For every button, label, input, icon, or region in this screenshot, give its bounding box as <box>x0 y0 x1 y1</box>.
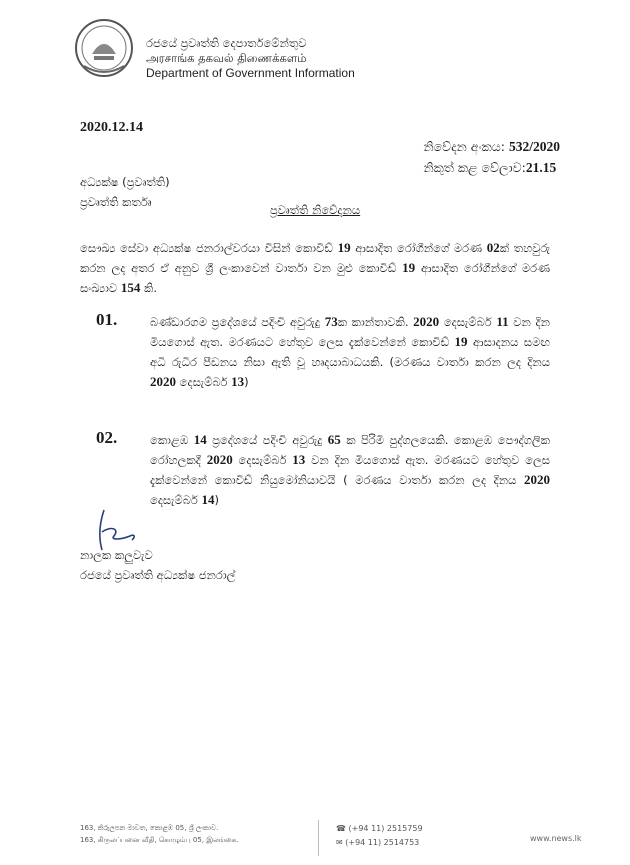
signer-block <box>80 545 235 585</box>
item1-text-7: ) <box>244 375 249 389</box>
addressee-line-1: අධ්‍යක්ෂ (ප්‍රවෘත්ති) <box>80 175 170 189</box>
item2-text-5: වන දින මියගොස් ඇත. මරණයට හේතුව ලෙස දැක්වෙන්නේ කොවිඩ් නියුමෝනියාවයි ( මරණය වාර්තා කරන ලද දිනය <box>150 453 550 487</box>
footer-website[interactable]: www.news.lk <box>530 834 582 843</box>
fax-icon: ✉ <box>336 838 346 847</box>
intro-text-4: ආසාදිත රෝගීන්ගේ මරණ සංඛ්‍යාව <box>80 261 550 295</box>
item-body-2 <box>150 430 550 510</box>
footer-telephone <box>336 822 423 836</box>
item2-num-3: 2020 <box>206 452 233 467</box>
item2-text-3: ක පිරිමි පුද්ගලයෙකි. කොළඹ පෞද්ගලික රෝහලකදී <box>150 433 550 467</box>
item1-text-4: වන දින මියගොස් ඇත. මරණයට හේතුව ලෙස දැක්වෙන්නේ කොවිඩ් <box>150 315 550 349</box>
issue-time-label: නිකුත් කළ වේලාව: <box>423 160 526 175</box>
footer-divider <box>318 820 319 856</box>
release-number-label: නිවේදන අංකය: <box>423 139 505 154</box>
intro-paragraph <box>80 238 550 298</box>
footer-contacts <box>336 822 423 850</box>
department-name-tamil: அரசாங்க தகவல் திணைக்களம் <box>146 51 307 65</box>
item2-text-2: ප්‍රදේශයේ පදිංචි අවුරුදු <box>206 433 328 447</box>
item-body-1 <box>150 312 550 392</box>
footer-telephone-number: (+94 11) 2515759 <box>348 824 423 833</box>
intro-text-5: කි. <box>140 281 157 295</box>
item2-text-7: ) <box>214 493 220 507</box>
item1-num-1: 73 <box>324 314 338 329</box>
department-name-english: Department of Government Information <box>146 66 355 80</box>
footer-address-tamil: 163, கிருலப்பனை வீதி, கொழும்பு 05, இலங்கை. <box>80 836 239 844</box>
item2-num-6: 14 <box>201 492 215 507</box>
document-title-text: ප්‍රවෘත්ති නිවේදනය <box>269 203 361 217</box>
item2-num-5: 2020 <box>524 472 550 487</box>
item1-text-3: දෙසැම්බර් <box>439 315 497 329</box>
item2-num-1: 14 <box>193 432 207 447</box>
release-number: 532/2020 <box>508 139 560 154</box>
item1-num-2: 2020 <box>413 314 440 329</box>
intro-num-2: 02 <box>486 240 500 255</box>
item-marker-2: 02. <box>96 428 118 447</box>
release-reference <box>423 136 560 178</box>
item1-text-6: දෙසැම්බර් <box>176 375 232 389</box>
item-marker-1: 01. <box>96 310 118 329</box>
release-date: 2020.12.14 <box>80 120 143 135</box>
item2-text-1: කොළඹ <box>150 433 194 447</box>
intro-num-3: 19 <box>402 260 416 275</box>
item2-text-6: දෙසැම්බර් <box>150 493 202 507</box>
issue-time-line <box>423 157 560 178</box>
intro-num-4: 154 <box>120 280 141 295</box>
item1-num-6: 13 <box>231 374 245 389</box>
intro-num-1: 19 <box>337 240 351 255</box>
signer-name: නාලක කලුවැව <box>80 548 153 562</box>
phone-icon: ☎ <box>336 824 349 833</box>
addressee-line-2: ප්‍රවෘත්ති කර්තෘ <box>80 195 152 209</box>
item1-num-4: 19 <box>454 334 468 349</box>
item2-num-4: 13 <box>292 452 306 467</box>
item1-text-1: බණ්ඩාරගම ප්‍රදේශයේ පදිංචි අවුරුදු <box>150 315 325 329</box>
issue-time: 21.15 <box>525 160 557 175</box>
item2-text-4: දෙසැම්බර් <box>232 453 293 467</box>
item1-text-2: ක කාන්තාවකි. <box>337 315 414 329</box>
item1-num-3: 11 <box>496 314 509 329</box>
footer-fax-number: (+94 11) 2514753 <box>345 838 420 847</box>
department-name-sinhala: රජයේ ප්‍රවෘත්ති දෙපාර්තමේන්තුව <box>146 36 307 50</box>
release-number-line <box>423 136 560 157</box>
footer-address-sinhala: 163, කිරුලපන මාවත, කොළඹ 05, ශ්‍රී ලංකාව. <box>80 824 219 832</box>
department-heading <box>146 36 355 81</box>
item2-num-2: 65 <box>327 432 341 447</box>
intro-text-3: ක් තහවුරු කරන ලද අතර ඒ අනුව ශ්‍රී ලංකාවෙන් වාර්තා වන මුළු කොවිඩ් <box>80 241 550 275</box>
item1-text-5: ආසාදනය සමඟ අධි රුධිර පීඩනය නිසා ඇති වූ හෘදයාබාධයකි. (මරණය වාර්තා කරන ලද දිනය <box>150 335 551 369</box>
signer-title: රජයේ ප්‍රවෘත්ති අධ්‍යක්ෂ ජනරාල් <box>80 568 236 582</box>
item1-num-5: 2020 <box>150 374 176 389</box>
intro-text-1: සෞඛ්‍ය සේවා අධ්‍යක්ෂ ජනරාල්වරයා විසින් කොවිඩ් <box>80 241 338 255</box>
intro-text-2: ආසාදිත රෝගීන්ගේ මරණ <box>350 241 487 255</box>
document-title <box>0 203 630 218</box>
footer-address <box>80 822 238 846</box>
government-emblem-logo <box>72 16 136 80</box>
footer-fax <box>336 836 423 850</box>
